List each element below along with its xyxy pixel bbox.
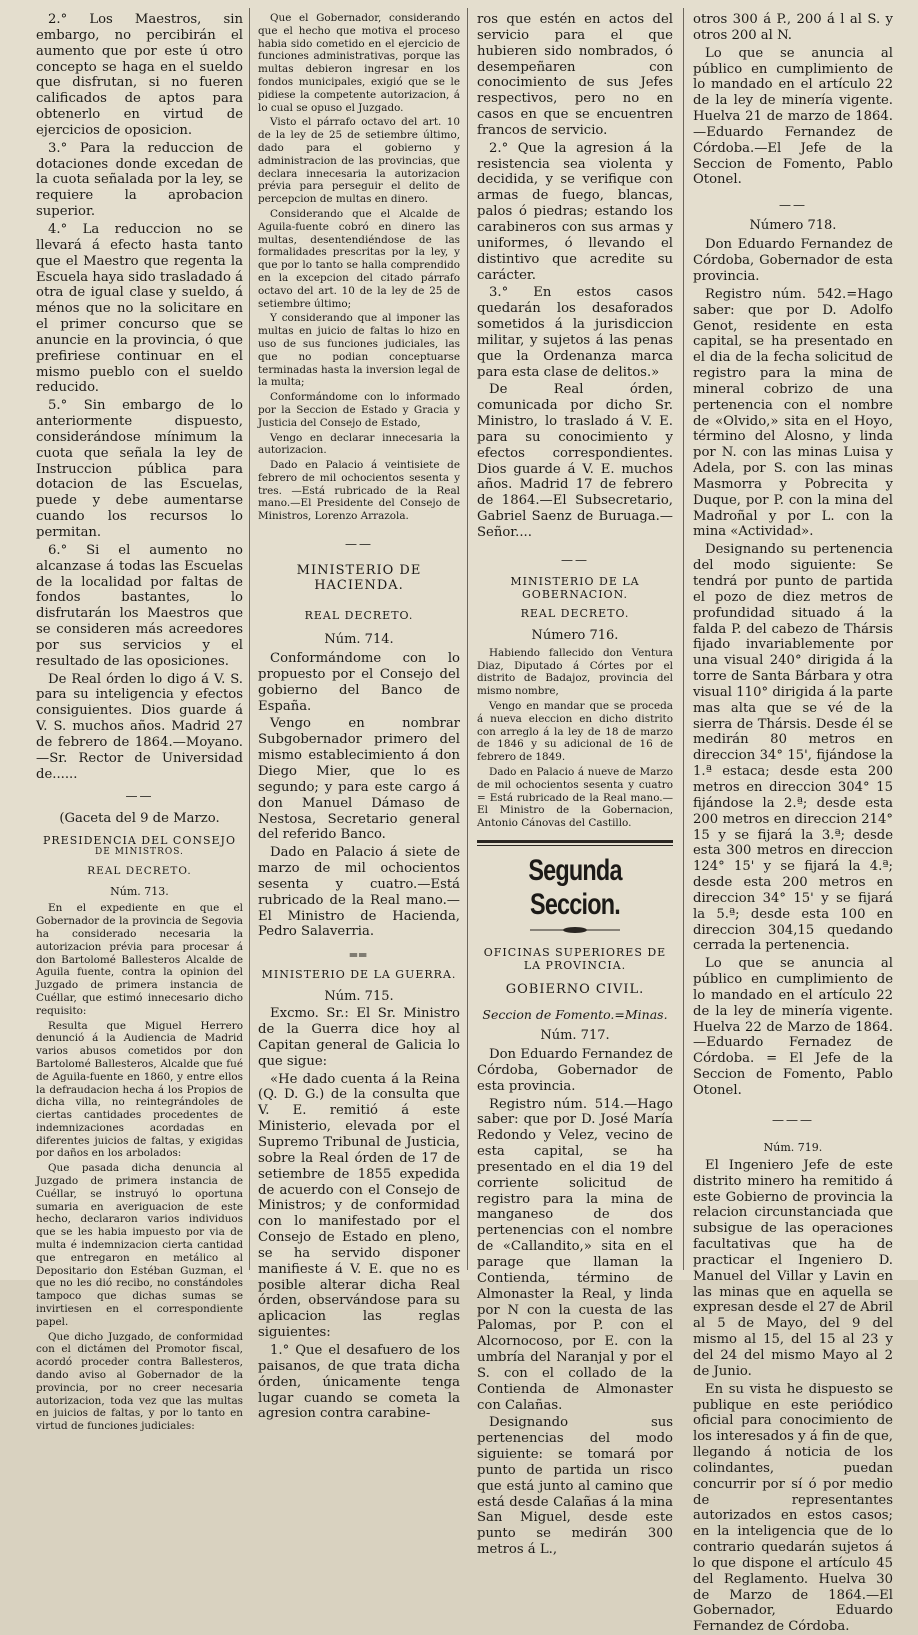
paragraph: En el expediente en que el Gobernador de la provincia de Segovia ha considerado necesaria la autorizacion prévia para procesar á don Bartolomé Ballesteros Alcalde de Aguila fuente, contra la opinion del Juzgado de primera instancia de Cuéllar, que estimó innecesario dicho requisito: [36, 902, 243, 1017]
paragraph: Considerando que el Alcalde de Aguila-fuente cobró en dinero las multas, desentendiéndose de las formalidades prescritas por la ley, y que por lo tanto se halla comprendido en la excepcion del citado párrafo octavo del art. 10 de la ley de 25 de setiembre último; [258, 207, 460, 310]
paragraph: 2.° Los Maestros, sin embargo, no percibirán el aumento que por este ú otro concepto se haga en el sueldo que disfrutan, si no fueren calificados de aptos para obtenerlo en virtud de ejercicios de oposicion. [36, 12, 243, 138]
gazette-reference: (Gaceta del 9 de Marzo. [59, 810, 220, 826]
column-rule [683, 8, 684, 1270]
decree-number: Número 716. [531, 627, 619, 643]
separator: —— [779, 198, 807, 213]
heading-gobernacion: MINISTERIO DE LA GOBERNACION. [510, 574, 640, 601]
article-715 [258, 1006, 460, 1422]
paragraph: Dado en Palacio á nueve de Marzo de mil ochocientos sesenta y cuatro = Está rubricado de la Real mano.—El Ministro de la Gobernacion, Antonio Cánovas del Castillo. [477, 766, 673, 830]
paragraph: De Real órden lo digo á V. S. para su inteligencia y efectos consiguientes. Dios guarde á V. S. muchos años. Madrid 27 de febrero de 1864.—Moyano.—Sr. Rector de Universidad de...... [36, 671, 243, 782]
article-719 [693, 1158, 893, 1635]
paragraph: otros 300 á P., 200 á l al S. y otros 200 al N. [693, 12, 893, 43]
paragraph: El Ingeniero Jefe de este distrito minero ha remitido á este Gobierno de provincia la relacion circunstanciada que subsigue de las operaciones facultativas que ha de practicar el Ingeniero D. Manuel del Villar y Lavin en las minas que en aquella se expresan desde el 27 de Abril al 5 de Mayo, del 9 del mismo al 15, del 15 al 23 y del 24 del mismo Mayo al 2 de Junio. [693, 1157, 893, 1379]
paragraph: Vengo en declarar innecesaria la autorizacion. [258, 431, 460, 457]
paragraph: Conformándome con lo propuesto por el Consejo del gobierno del Banco de España. [258, 651, 460, 714]
paragraph: Vengo en nombrar Subgobernador primero del mismo establecimiento á don Diego Mier, que lo es segundo; y para este cargo á don Manuel Dámaso de Nestosa, Secretario general del referido Banco. [258, 716, 460, 843]
heading-oficinas: OFICINAS SUPERIORES DE LA PROVINCIA. [483, 946, 667, 972]
separator: —— [345, 537, 373, 552]
paragraph: 4.° La reduccion no se llevará á efecto hasta tanto que el Maestro que regenta la Escuela haya sido trasladado á otra de igual clase y sueldo, á ménos que no la solicitare en el primer concurso que se anuncie en la provincia, ó que prefiriese continuar en el mismo pueblo con el sueldo reducido. [36, 221, 243, 396]
paragraph: 3.° En estos casos quedarán los desaforados sometidos á la jurisdiccion militar, y sujetos á las penas que la Ordenanza marca para esta clase de delitos.» [477, 285, 673, 380]
paragraph: Y considerando que al imponer las multas en juicio de faltas lo hizo en uso de sus funciones judiciales, las que no podian conceptuarse terminadas hasta la inversion legal de la multa; [258, 312, 460, 389]
paragraph: Resulta que Miguel Herrero denunció á la Audiencia de Madrid varios abusos cometidos por don Bartolomé Ballesteros, Alcalde que fué de Aguila-fuente en 1860, y entre ellos la defraudacion hecha á los Propios de dicha villa, no reintegrándoles de ciertas cantidades procedentes de indemnizaciones acordadas en diferentes juicios de faltas, y exigidas por daños en los arbolados: [36, 1019, 243, 1160]
paragraph: Visto el párrafo octavo del art. 10 de la ley de 25 de setiembre último, dado para el gobierno y administracion de las provincias, que declara innecesaria la autorizacion prévia para perseguir el delito de percepcion de multas en dinero. [258, 116, 460, 206]
paragraph: «He dado cuenta á la Reina (Q. D. G.) de la consulta que V. E. remitió á este Ministerio, elevada por el Supremo Tribunal de Justicia, sobre la Real órden de 17 de setiembre de 1855 expedida de acuerdo con el Consejo de Ministros; y de conformidad con lo manifestado por el Consejo de Estado en pleno, se ha servido disponer manifieste á V. E. que no es posible alterar dicha Real órden, observándose para su aplicacion las reglas siguientes: [258, 1071, 460, 1341]
number-717: Núm. 717. [540, 1028, 610, 1043]
heading-guerra: MINISTERIO DE LA GUERRA. [261, 968, 457, 982]
paragraph: 5.° Sin embargo de lo anteriormente dispuesto, considerándose mínimum la cuota que señala la ley de Instruccion pública para dotacion de las Escuelas, puede y debe aumentarse cuando los recursos lo permitan. [36, 398, 243, 540]
article-717 [477, 1047, 673, 1558]
paragraph: Designando sus pertenencias del modo siguiente: se tomará por punto de partida un risco que está junto al camino que está desde Calañas á la mina San Miguel, desde este punto se medirán 300 metros á L., [477, 1415, 673, 1558]
paragraph: 3.° Para la reduccion de dotaciones donde excedan de la cuota señalada por la ley, se requiere la aprobacion superior. [36, 140, 243, 220]
decree-label: REAL DECRETO. [520, 606, 630, 620]
separator: —— [125, 788, 154, 803]
paragraph: 6.° Si el aumento no alcanzase á todas las Escuelas de la localidad por faltas de fondos bastantes, lo disfrutarán los Maestros que se consideren más acreedores por sus servicios y el resultado de las oposiciones. [36, 542, 243, 669]
article-decree-716 [477, 647, 673, 830]
separator: ——— [772, 1112, 814, 1127]
paragraph: Registro núm. 542.=Hago saber: que por D. Adolfo Genot, residente en esta capital, se ha presentado en el dia de la fecha solicitud de registro para la mina de mineral cobrizo de una pertenencia con el nombre de «Olvido,» sita en el Hoyo, término del Alosno, y linda por N. con las minas Luisa y Adela, por S. con las minas Masmorra y Pobrecita y Duque, por P. con la mina del Madroñal y por L. con la mina «Actividad». [693, 286, 893, 540]
paragraph: Dado en Palacio á veintisiete de febrero de mil ochocientos sesenta y tres. —Está rubricado de la Real mano.—El Presidente del Consejo de Ministros, Lorenzo Arrazola. [258, 459, 460, 523]
separator: ══ [349, 948, 369, 963]
paragraph: Conformándome con lo informado por la Seccion de Estado y Gracia y Justicia del Consejo de Estado, [258, 391, 460, 429]
paragraph: Habiendo fallecido don Ventura Diaz, Diputado á Córtes por el distrito de Badajoz, provincia del mismo nombre, [477, 646, 673, 698]
paragraph: Vengo en mandar que se proceda á nueva eleccion en dicho distrito con arreglo á la ley de 18 de marzo de 1846 y su adicional de 16 de febrero de 1849. [477, 700, 673, 764]
sub-section: Seccion de Fomento.=Minas. [482, 1007, 668, 1022]
column-rule [249, 8, 250, 1270]
paragraph: Que dicho Juzgado, de conformidad con el dictámen del Promotor fiscal, acordó proceder contra Ballesteros, dando aviso al Gobernador de la provincia, por no creer necesaria autorizacion, toda vez que las multas en juicios de faltas, y por lo tanto en virtud de funciones judiciales: [36, 1330, 243, 1433]
paragraph: Que el Gobernador, considerando que el hecho que motiva el proceso habia sido cometido en el ejercicio de funciones administrativas, porque las multas debieron ingresar en los fondos municipales, exigió que se le pidiese la competente autorizacion, á lo cual se opuso el Juzgado. [258, 12, 460, 114]
column-1 [36, 12, 243, 1433]
paragraph: Registro núm. 514.—Hago saber: que por D. José María Redondo y Velez, vecino de esta capital, se ha presentado en el dia 19 del corriente solicitud de registro para la mina de manganeso de dos pertenencias con el nombre de «Callandito,» sita en el parage que llaman la Contienda, término de Almonaster la Real, y linda por N con la cuesta de las Palomas, por P. con el Alcornocoso, por E. con la umbría del Naranjal y por el S. con el collado de la Contienda de Almonaster con Calañas. [477, 1096, 673, 1413]
paragraph: Que pasada dicha denuncia al Juzgado de primera instancia de Cuéllar, se instruyó lo oportuna sumaria en averiguacion de este hecho, declararon varios individuos que se les habia impuesto por via de multa é indemnizacion cierta cantidad que entregaron en metálico al Depositario don Estéban Guzman, el que no les dió recibo, no constándoles tampoco que dichas sumas se invirtiesen en el correspondiente papel. [36, 1162, 243, 1328]
section-rule [477, 840, 673, 843]
separator: —— [561, 552, 589, 567]
paragraph: Designando su pertenencia del modo siguiente: Se tendrá por punto de partida el pozo de diez metros de profundidad situado á la falda P. del cabezo de Thársis fijado invariablemente por una visual 240° dirigida á la torre de Santa Bárbara y otra visual 110° dirigida á la parte mas alta que se vé de la sierra de Thársis. Desde él se medirán 80 metros en direccion 34° 15', fijándose la 1.ª estaca; desde esta 200 metros en direccion 304° 15 fijándose la 2.ª; desde esta 200 metros en direccion 214° 15 y se fijará la 3.ª; desde esta 300 metros en direccion 124° 15' y se fijará la 4.ª; desde esta 200 metros en direccion 34° 15' y se fijará la 5.ª; desde esta 100 en direccion 304,15 quedando cerrada la pertenencia. [693, 542, 893, 954]
paragraph: De Real órden, comunicada por dicho Sr. Ministro, lo traslado á V. E. para su conocimiento y efectos correspondientes. Dios guarde á V. E. muchos años. Madrid 17 de febrero de 1864.—El Subsecretario, Gabriel Saenz de Buruaga.—Señor.... [477, 382, 673, 540]
paragraph: 2.° Que la agresion á la resistencia sea violenta y decidida, y se verifique con armas de fuego, blancas, palos ó piedras; estando los carabineros con sus armas y uniformes, ó llevando el distintivo que acredite su carácter. [477, 140, 673, 283]
paragraph: Lo que se anuncia al público en cumplimiento de lo mandado en el artículo 22 de la ley de minería vigente. Huelva 22 de Marzo de 1864.—Eduardo Fernadez de Córdoba. = El Jefe de la Seccion de Fomento, Pablo Otonel. [693, 956, 893, 1098]
paragraph: ros que estén en actos del servicio para el que hubieren sido nombrados, ó desempeñaren con conocimiento de sus Jefes respectivos, pero no en casos en que se encuentren francos de servicio. [477, 12, 673, 138]
article-decree-713-cont [258, 12, 460, 523]
paragraph: Don Eduardo Fernandez de Córdoba, Gobernador de esta provincia. [477, 1047, 673, 1094]
column-rule [467, 8, 468, 1270]
decree-label: REAL DECRETO. [87, 865, 192, 878]
heading-presidency-sub: DE MINISTROS. [95, 847, 184, 858]
paragraph: En su vista he dispuesto se publique en este periódico oficial para conocimiento de los interesados y á fin de que, llegando á noticia de los colindantes, puedan concurrir por sí ó por medio de representantes autorizados en estos casos; en la inteligencia que de lo contrario quedarán sujetos á lo que dispone el artículo 45 del Reglamento. Huelva 30 de Marzo de 1864.—El Gobernador, Eduardo Fernandez de Córdoba. [693, 1381, 893, 1635]
decree-number: Núm. 714. [324, 632, 394, 648]
decree-label: REAL DECRETO. [304, 609, 414, 623]
article-decree-714 [258, 651, 460, 940]
article-education-order [36, 12, 243, 783]
paragraph: Excmo. Sr.: El Sr. Ministro de la Guerra dice hoy al Capitan general de Galicia lo que sigue: [258, 1006, 460, 1069]
paragraph: 1.° Que el desafuero de los paisanos, de que trata dicha órden, únicamente tenga lugar cuando se cometa la agresion contra carabine- [258, 1342, 460, 1422]
column-2 [258, 12, 460, 1422]
heading-hacienda: MINISTERIO DE HACIENDA. [296, 563, 422, 594]
paragraph: Dado en Palacio á siete de marzo de mil ochocientos sesenta y cuatro.—Está rubricado de la Real mano.—El Ministro de Hacienda, Pedro Salaverria. [258, 845, 460, 940]
article-718 [693, 237, 893, 1099]
number-719: Núm. 719. [763, 1140, 823, 1154]
column-3 [477, 12, 673, 1558]
decree-number: Núm. 713. [110, 885, 169, 899]
article-715-cont [477, 12, 673, 541]
number-718: Número 718. [749, 218, 837, 234]
paragraph: Don Eduardo Fernandez de Córdoba, Gobernador de esta provincia. [693, 237, 893, 284]
heading-gobierno: GOBIERNO CIVIL. [505, 982, 645, 997]
decree-number: Núm. 715. [324, 989, 394, 1005]
ornament-divider [530, 926, 620, 934]
article-decree-713 [36, 902, 243, 1433]
section-rule [477, 845, 673, 846]
heading-presidency: PRESIDENCIA DEL CONSEJO [43, 834, 236, 848]
paragraph: Lo que se anuncia al público en cumplimiento de lo mandado en el artículo 22 de la ley de minería vigente. Huelva 21 de marzo de 1864.—Eduardo Fernandez de Córdoba.—El Jefe de la Seccion de Fomento, Pablo Otonel. [693, 45, 893, 188]
section-title: Segunda Seccion. [528, 854, 622, 921]
column-4 [693, 12, 893, 1635]
article-717-cont [693, 12, 893, 188]
